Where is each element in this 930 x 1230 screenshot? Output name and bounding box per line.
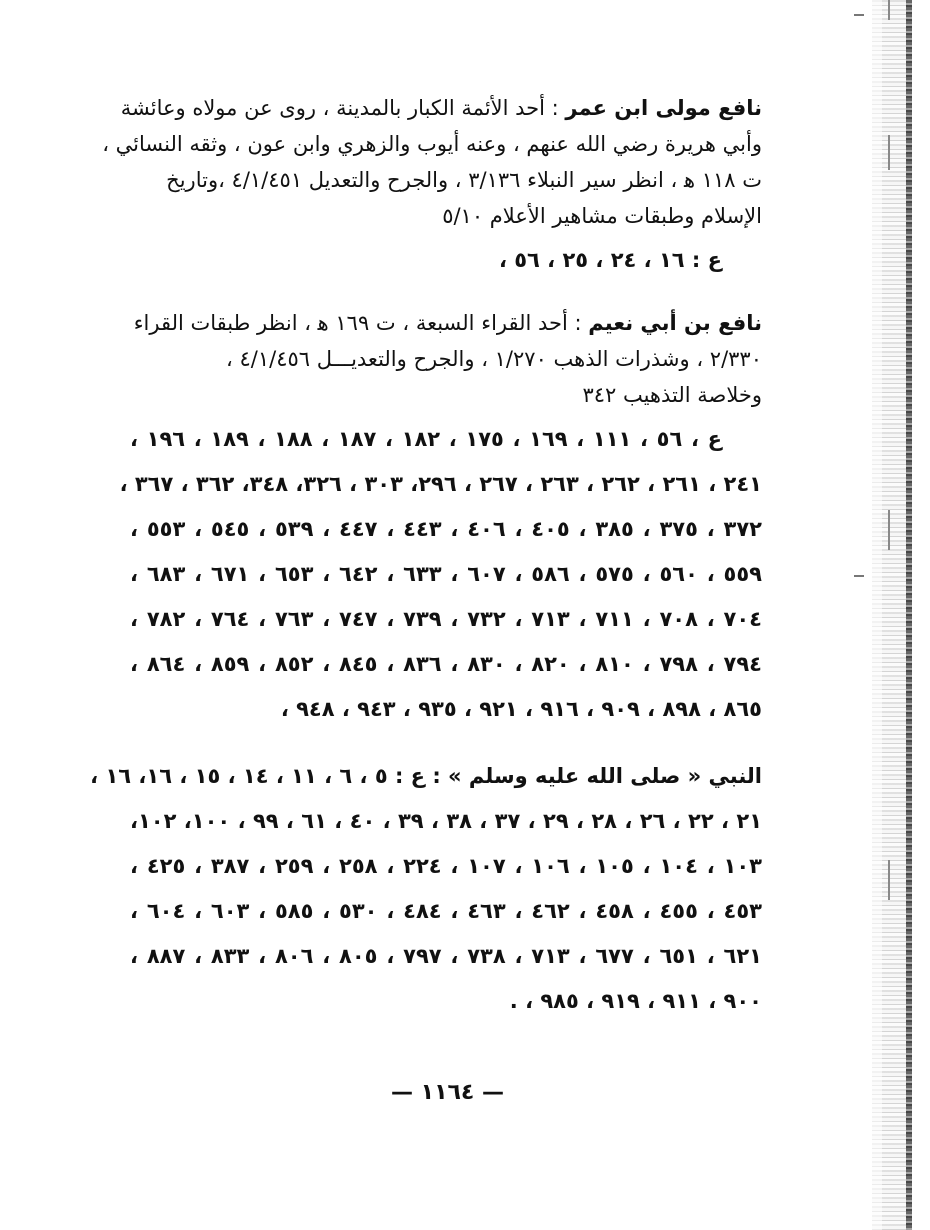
entry-heading: نافع بن أبي نعيم — [588, 311, 762, 335]
entry-text-line: : أحد القراء السبعة ، ت ١٦٩ ﻫ ، انظر طبقات القراء — [133, 311, 589, 335]
reference-line: ٥٥٩ ، ٥٦٠ ، ٥٧٥ ، ٥٨٦ ، ٦٠٧ ، ٦٣٣ ، ٦٤٢ ، ٦٥٣ ، ٦٧١ ، ٦٨٣ ، — [130, 562, 762, 586]
scan-edge-mark — [862, 860, 890, 900]
reference-line: ١٠٣ ، ١٠٤ ، ١٠٥ ، ١٠٦ ، ١٠٧ ، ٢٢٤ ، ٢٥٨ ، ٢٥٩ ، ٣٨٧ ، ٤٢٥ ، — [130, 854, 762, 878]
entry-first-line — [120, 90, 762, 126]
index-entry — [90, 754, 763, 1024]
scan-edge-mark — [862, 135, 890, 170]
entry-text-line: ت ١١٨ ﻫ ، انظر سير النبلاء ٣/١٣٦ ، والجرح والتعديل ٤/١/٤٥١ ،وتاريخ — [166, 168, 762, 192]
reference-line: ٣٧٢ ، ٣٧٥ ، ٣٨٥ ، ٤٠٥ ، ٤٠٦ ، ٤٤٣ ، ٤٤٧ ، ٥٣٩ ، ٥٤٥ ، ٥٥٣ ، — [130, 517, 762, 541]
entry-references — [90, 754, 763, 1024]
scan-edge-tick — [854, 14, 864, 16]
page-number: — ١١٦٤ — — [390, 1080, 505, 1105]
entry-text-line: الإسلام وطبقات مشاهير الأعلام ٥/١٠ — [442, 204, 762, 228]
reference-line: ٨٦٥ ، ٨٩٨ ، ٩٠٩ ، ٩١٦ ، ٩٢١ ، ٩٣٥ ، ٩٤٣ ، ٩٤٨ ، — [280, 697, 762, 721]
reference-line: ٢٤١ ، ٢٦١ ، ٢٦٢ ، ٢٦٣ ، ٢٦٧ ، ٢٩٦، ٣٠٣ ، ٣٢٦، ٣٤٨، ٣٦٢ ، ٣٦٧ ، — [119, 472, 762, 496]
entry-heading: نافع مولى ابن عمر — [565, 96, 762, 120]
reference-line: ٧٠٤ ، ٧٠٨ ، ٧١١ ، ٧١٣ ، ٧٣٢ ، ٧٣٩ ، ٧٤٧ ، ٧٦٣ ، ٧٦٤ ، ٧٨٢ ، — [130, 607, 762, 631]
index-page — [90, 90, 763, 1046]
scan-edge-mark — [862, 0, 890, 20]
reference-line: ٦٢١ ، ٦٥١ ، ٦٧٧ ، ٧١٣ ، ٧٣٨ ، ٧٩٧ ، ٨٠٥ ، ٨٠٦ ، ٨٣٣ ، ٨٨٧ ، — [130, 944, 762, 968]
entry-references — [119, 417, 762, 732]
reference-line: ٩٠٠ ، ٩١١ ، ٩١٩ ، ٩٨٥ ، . — [509, 989, 762, 1013]
reference-line: ع ، ٥٦ ، ١١١ ، ١٦٩ ، ١٧٥ ، ١٨٢ ، ١٨٧ ، ١٨٨ ، ١٨٩ ، ١٩٦ ، — [130, 427, 722, 451]
scan-edge-mark — [862, 510, 890, 550]
entry-description — [130, 305, 762, 413]
entry-first-line — [130, 305, 762, 341]
scan-edge-binding — [882, 0, 908, 1230]
reference-line: : ع : ٥ ، ٦ ، ١١ ، ١٤ ، ١٥ ، ١٦، ١٦ ، — [90, 764, 449, 788]
scan-edge-border — [906, 0, 912, 1230]
index-entry — [102, 90, 762, 283]
scan-edge-shadow — [872, 0, 882, 1230]
entry-references — [130, 238, 762, 283]
index-entry — [119, 305, 762, 732]
entry-text-line: وخلاصة التذهيب ٣٤٢ — [582, 383, 762, 407]
reference-line: ع : ١٦ ، ٢٤ ، ٢٥ ، ٥٦ ، — [498, 248, 722, 272]
entry-text-line: ٢/٣٣٠ ، وشذرات الذهب ١/٢٧٠ ، والجرح والتعديـــل ٤/١/٤٥٦ ، — [226, 347, 762, 371]
entry-description — [102, 90, 762, 234]
reference-line: ٧٩٤ ، ٧٩٨ ، ٨١٠ ، ٨٢٠ ، ٨٣٠ ، ٨٣٦ ، ٨٤٥ ، ٨٥٢ ، ٨٥٩ ، ٨٦٤ ، — [130, 652, 762, 676]
scan-edge-tick — [854, 575, 864, 577]
entry-text-line: : أحد الأئمة الكبار بالمدينة ، روى عن مولاه وعائشة — [120, 96, 566, 120]
entry-first-line — [90, 754, 762, 799]
reference-line: ٤٥٣ ، ٤٥٥ ، ٤٥٨ ، ٤٦٢ ، ٤٦٣ ، ٤٨٤ ، ٥٣٠ ، ٥٨٥ ، ٦٠٣ ، ٦٠٤ ، — [130, 899, 762, 923]
entry-heading: النبي « صلى الله عليه وسلم » — [448, 764, 762, 788]
entry-text-line: وأبي هريرة رضي الله عنهم ، وعنه أيوب والزهري وابن عون ، وثقه النسائي ، — [102, 132, 762, 156]
reference-line: ٢١ ، ٢٢ ، ٢٦ ، ٢٨ ، ٢٩ ، ٣٧ ، ٣٨ ، ٣٩ ، ٤٠ ، ٦١ ، ٩٩ ، ١٠٠، ١٠٢، — [130, 809, 763, 833]
